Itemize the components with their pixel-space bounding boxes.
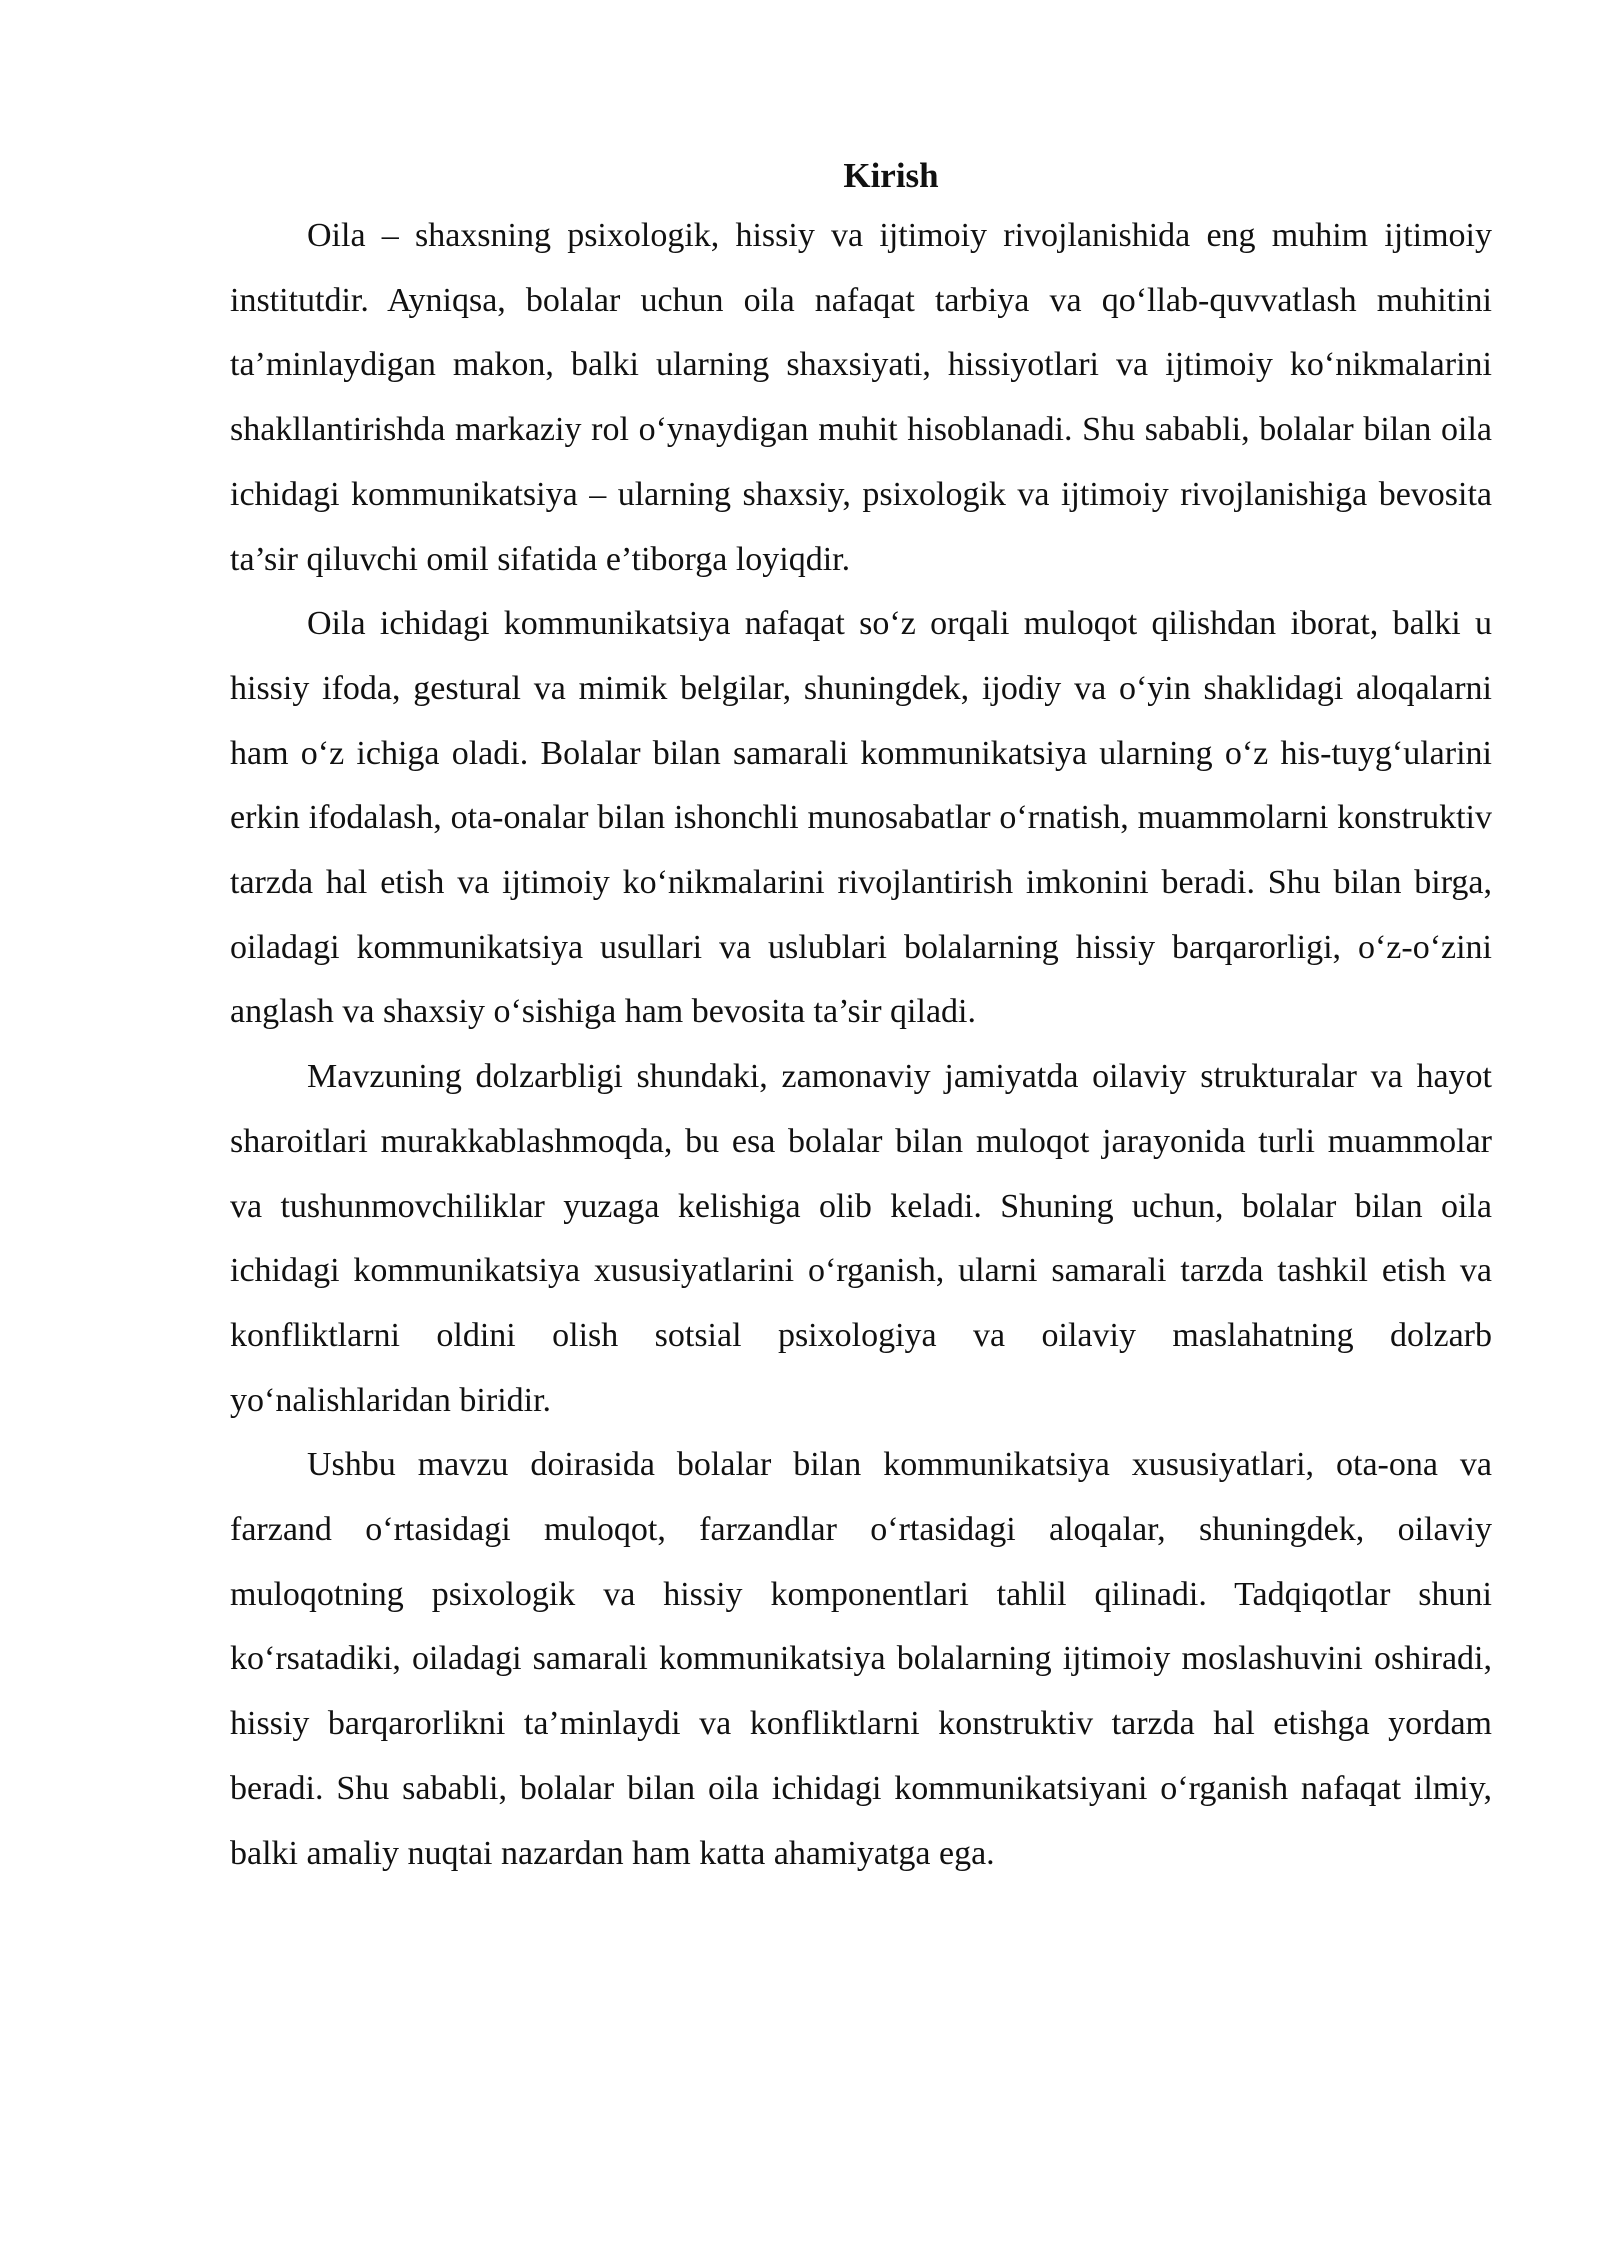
document-body: [230, 148, 1492, 1886]
section-title: Kirish: [843, 156, 939, 195]
paragraph-1: Oila – shaxsning psixologik, hissiy va ijtimoiy rivojlanishida eng muhim ijtimoiy institutdir. Ayniqsa, bolalar uchun oila nafaqat tarbiya va qo‘llab-quvvatlash muhitini ta’minlaydigan makon, balki ularning shaxsiyati, hissiyotlari va ijtimoiy ko‘nikmalarini shakllantirishda markaziy rol o‘ynaydigan muhit hisoblanadi. Shu sababli, bolalar bilan oila ichidagi kommunikatsiya – ularning shaxsiy, psixologik va ijtimoiy rivojlanishiga bevosita ta’sir qiluvchi omil sifatida e’tiborga loyiqdir.: [230, 217, 1492, 578]
paragraph-3: Mavzuning dolzarbligi shundaki, zamonaviy jamiyatda oilaviy strukturalar va hayot sharoitlari murakkablashmoqda, bu esa bolalar bilan muloqot jarayonida turli muammolar va tushunmovchiliklar yuzaga kelishiga olib keladi. Shuning uchun, bolalar bilan oila ichidagi kommunikatsiya xususiyatlarini o‘rganish, ularni samarali tarzda tashkil etish va konfliktlarni oldini olish sotsial psixologiya va oilaviy maslahatning dolzarb yo‘nalishlaridan biridir.: [230, 1058, 1492, 1419]
paragraph-4: Ushbu mavzu doirasida bolalar bilan kommunikatsiya xususiyatlari, ota-ona va farzand o‘rtasidagi muloqot, farzandlar o‘rtasidagi aloqalar, shuningdek, oilaviy muloqotning psixologik va hissiy komponentlari tahlil qilinadi. Tadqiqotlar shuni ko‘rsatadiki, oiladagi samarali kommunikatsiya bolalarning ijtimoiy moslashuvini oshiradi, hissiy barqarorlikni ta’minlaydi va konfliktlarni konstruktiv tarzda hal etishga yordam beradi. Shu sababli, bolalar bilan oila ichidagi kommunikatsiyani o‘rganish nafaqat ilmiy, balki amaliy nuqtai nazardan ham katta ahamiyatga ega.: [230, 1446, 1492, 1872]
paragraph-2: Oila ichidagi kommunikatsiya nafaqat so‘z orqali muloqot qilishdan iborat, balki u hissiy ifoda, gestural va mimik belgilar, shuningdek, ijodiy va o‘yin shaklidagi aloqalarni ham o‘z ichiga oladi. Bolalar bilan samarali kommunikatsiya ularning o‘z his-tuyg‘ularini erkin ifodalash, ota-onalar bilan ishonchli munosabatlar o‘rnatish, muammolarni konstruktiv tarzda hal etish va ijtimoiy ko‘nikmalarini rivojlantirish imkonini beradi. Shu bilan birga, oiladagi kommunikatsiya usullari va uslublari bolalarning hissiy barqarorligi, o‘z-o‘zini anglash va shaxsiy o‘sishiga ham bevosita ta’sir qiladi.: [230, 605, 1492, 1031]
